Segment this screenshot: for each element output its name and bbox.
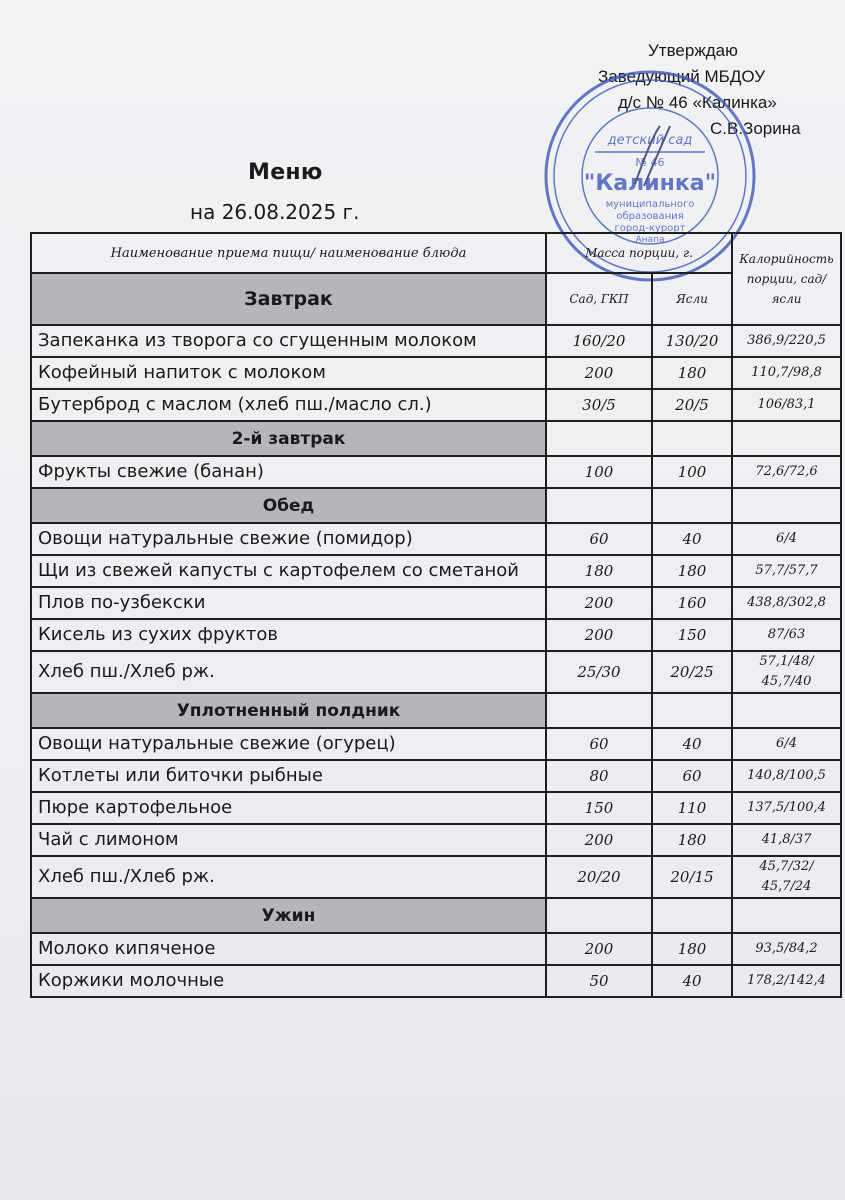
mass-sad: 200 <box>546 933 652 965</box>
menu-row <box>31 933 841 965</box>
mass-yasli: 180 <box>652 933 732 965</box>
kcal-value: 41,8/37 <box>732 824 841 856</box>
mass-yasli: 180 <box>652 824 732 856</box>
dish-name: Бутерброд с маслом (хлеб пш./масло сл.) <box>31 389 546 421</box>
dish-name: Кисель из сухих фруктов <box>31 619 546 651</box>
dish-name: Котлеты или биточки рыбные <box>31 760 546 792</box>
section-title: 2-й завтрак <box>31 421 546 456</box>
header-sad: Сад, ГКП <box>546 273 652 325</box>
mass-yasli: 150 <box>652 619 732 651</box>
mass-sad: 25/30 <box>546 651 652 693</box>
mass-sad: 200 <box>546 824 652 856</box>
stamp-sub: образования <box>616 211 684 222</box>
menu-row <box>31 619 841 651</box>
dish-name: Овощи натуральные свежие (помидор) <box>31 523 546 555</box>
mass-sad: 200 <box>546 619 652 651</box>
mass-sad: 30/5 <box>546 389 652 421</box>
section-row <box>31 693 841 728</box>
approval-line: Заведующий МБДОУ <box>598 67 765 86</box>
mass-yasli: 60 <box>652 760 732 792</box>
dish-name: Молоко кипяченое <box>31 933 546 965</box>
mass-yasli: 20/5 <box>652 389 732 421</box>
mass-yasli: 20/15 <box>652 856 732 898</box>
kcal-value: 110,7/98,8 <box>732 357 841 389</box>
menu-date: на 26.08.2025 г. <box>190 200 360 224</box>
kcal-value: 57,1/48/ 45,7/40 <box>732 651 841 693</box>
mass-yasli: 130/20 <box>652 325 732 357</box>
dish-name: Запеканка из творога со сгущенным молоком <box>31 325 546 357</box>
section-title: Уплотненный полдник <box>31 693 546 728</box>
menu-row <box>31 856 841 898</box>
mass-sad: 80 <box>546 760 652 792</box>
section-title: Обед <box>31 488 546 523</box>
menu-row <box>31 555 841 587</box>
approval-signature: С.В.Зорина <box>710 119 801 138</box>
menu-row <box>31 587 841 619</box>
dish-name: Пюре картофельное <box>31 792 546 824</box>
stamp-sub: город-курорт <box>614 223 686 234</box>
mass-yasli: 40 <box>652 965 732 997</box>
dish-name: Щи из свежей капусты с картофелем со сметаной <box>31 555 546 587</box>
mass-yasli: 100 <box>652 456 732 488</box>
menu-row <box>31 965 841 997</box>
dish-name: Овощи натуральные свежие (огурец) <box>31 728 546 760</box>
section-row <box>31 273 841 325</box>
mass-sad: 180 <box>546 555 652 587</box>
kcal-value: 178,2/142,4 <box>732 965 841 997</box>
header-mass: Масса порции, г. <box>546 233 732 273</box>
table-header-row <box>31 233 841 273</box>
stamp-number: № 46 <box>635 156 665 169</box>
kcal-value: 93,5/84,2 <box>732 933 841 965</box>
mass-yasli: 20/25 <box>652 651 732 693</box>
menu-row <box>31 792 841 824</box>
mass-sad: 60 <box>546 728 652 760</box>
menu-row <box>31 325 841 357</box>
mass-sad: 200 <box>546 357 652 389</box>
dish-name: Чай с лимоном <box>31 824 546 856</box>
kcal-value: 45,7/32/ 45,7/24 <box>732 856 841 898</box>
kcal-value: 386,9/220,5 <box>732 325 841 357</box>
dish-name: Коржики молочные <box>31 965 546 997</box>
menu-row <box>31 760 841 792</box>
kcal-value: 6/4 <box>732 523 841 555</box>
mass-yasli: 180 <box>652 357 732 389</box>
mass-yasli: 180 <box>652 555 732 587</box>
mass-sad: 20/20 <box>546 856 652 898</box>
kcal-value: 106/83,1 <box>732 389 841 421</box>
section-row <box>31 898 841 933</box>
page-title: Меню <box>248 160 323 185</box>
approval-line: Утверждаю <box>648 41 738 60</box>
mass-yasli: 110 <box>652 792 732 824</box>
menu-row <box>31 357 841 389</box>
dish-name: Хлеб пш./Хлеб рж. <box>31 651 546 693</box>
section-title: Ужин <box>31 898 546 933</box>
stamp-sub: Анапа <box>635 235 665 245</box>
mass-sad: 150 <box>546 792 652 824</box>
kcal-value: 57,7/57,7 <box>732 555 841 587</box>
menu-row <box>31 389 841 421</box>
header-dish-name: Наименование приема пищи/ наименование блюда <box>31 233 546 273</box>
menu-row <box>31 728 841 760</box>
menu-row <box>31 456 841 488</box>
mass-sad: 50 <box>546 965 652 997</box>
kcal-value: 72,6/72,6 <box>732 456 841 488</box>
menu-row <box>31 824 841 856</box>
approval-block <box>598 38 838 142</box>
section-title: Завтрак <box>31 273 546 325</box>
menu-row <box>31 651 841 693</box>
section-row <box>31 488 841 523</box>
header-kcal: Калорийность порции, сад/ясли <box>732 233 841 325</box>
mass-sad: 160/20 <box>546 325 652 357</box>
mass-sad: 200 <box>546 587 652 619</box>
dish-name: Хлеб пш./Хлеб рж. <box>31 856 546 898</box>
kcal-value: 6/4 <box>732 728 841 760</box>
mass-sad: 60 <box>546 523 652 555</box>
dish-name: Кофейный напиток с молоком <box>31 357 546 389</box>
menu-table <box>30 232 842 998</box>
dish-name: Плов по-узбекски <box>31 587 546 619</box>
dish-name: Фрукты свежие (банан) <box>31 456 546 488</box>
stamp-top: детский сад <box>607 133 693 148</box>
stamp-sub: муниципального <box>605 199 695 210</box>
mass-yasli: 40 <box>652 728 732 760</box>
kcal-value: 140,8/100,5 <box>732 760 841 792</box>
stamp-name: "Калинка" <box>583 171 717 196</box>
section-row <box>31 421 841 456</box>
mass-yasli: 40 <box>652 523 732 555</box>
mass-sad: 100 <box>546 456 652 488</box>
approval-line: д/с № 46 «Калинка» <box>618 93 777 112</box>
kcal-value: 87/63 <box>732 619 841 651</box>
mass-yasli: 160 <box>652 587 732 619</box>
kcal-value: 438,8/302,8 <box>732 587 841 619</box>
kcal-value: 137,5/100,4 <box>732 792 841 824</box>
header-yasli: Ясли <box>652 273 732 325</box>
menu-row <box>31 523 841 555</box>
